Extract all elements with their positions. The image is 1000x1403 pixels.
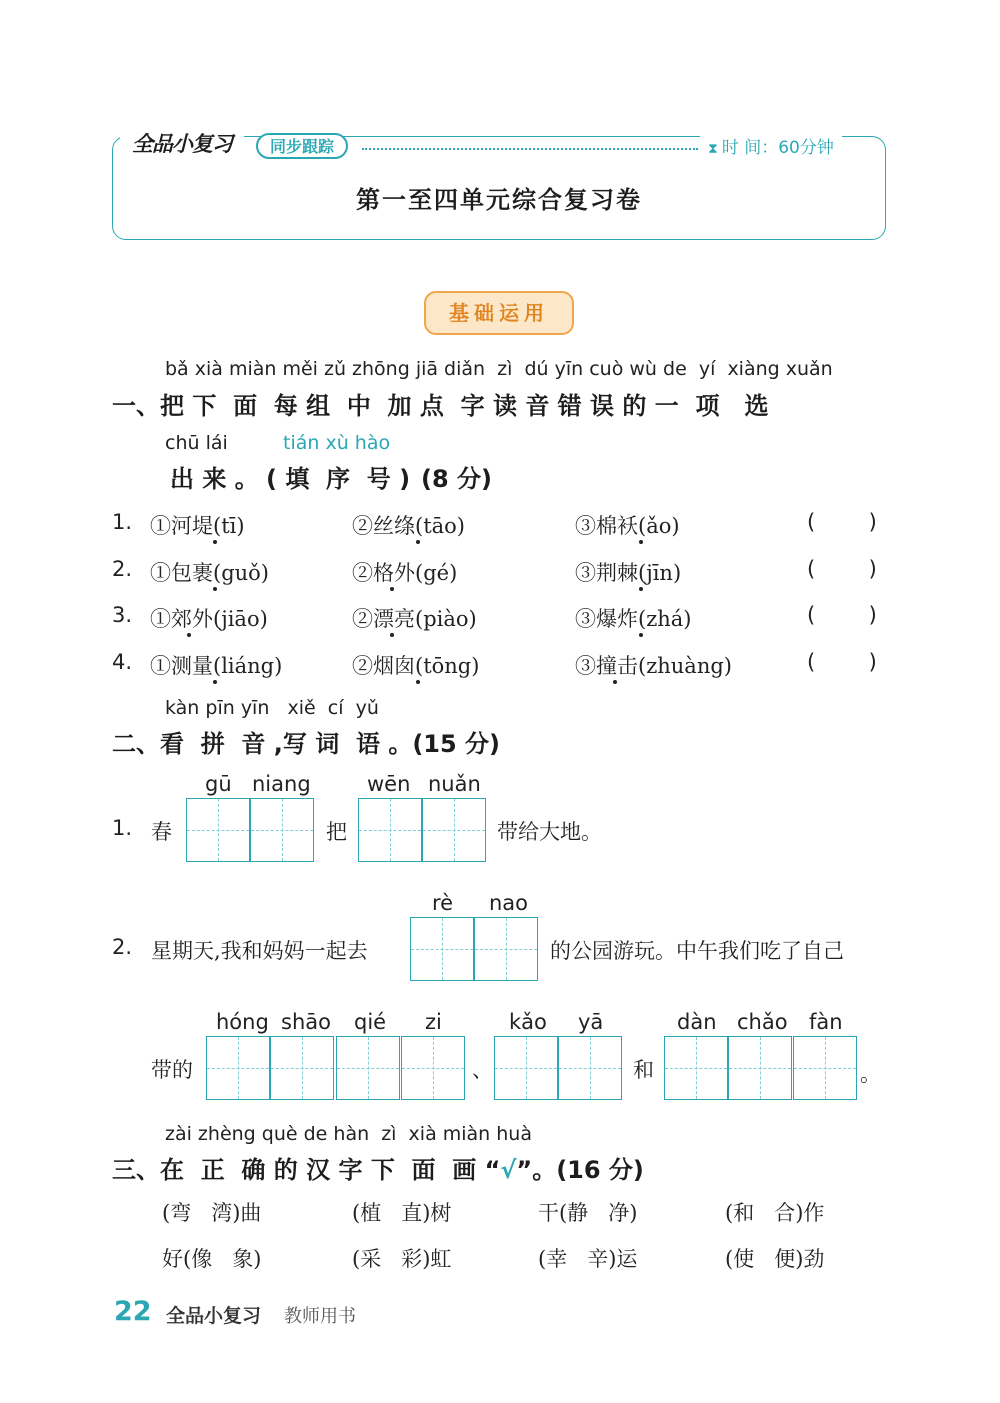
emphasis-dot	[390, 633, 394, 637]
q2-s2-pinyin-c2: chǎo	[737, 1010, 788, 1034]
sync-tag: 同步跟踪	[256, 133, 348, 159]
q2-s2-c4: 和	[633, 1058, 654, 1082]
q1-row2-a: ①包裹(guǒ)	[150, 561, 269, 585]
q3-row2-item1[interactable]: 好(像 象)	[162, 1247, 262, 1271]
q2-text: 二、看 拼 音 ,写 词 语 。(15 分)	[112, 730, 501, 758]
emphasis-dot	[213, 587, 217, 591]
check-mark-icon: √	[500, 1156, 517, 1184]
q2-s2-pinyin-1a: rè	[432, 891, 454, 915]
q2-s2-pinyin-a2: shāo	[281, 1010, 331, 1034]
q1-text-line1: 一、把 下 面 每 组 中 加 点 字 读 音 错 误 的 一 项 选	[112, 392, 769, 420]
writing-box[interactable]	[206, 1036, 270, 1100]
q2-s2-pinyin-b2: yā	[578, 1010, 604, 1034]
q1-pinyin-line1: bǎ xià miàn měi zǔ zhōng jiā diǎn zì dú yīn cuò wù de yí xiàng xuǎn	[165, 358, 833, 380]
writing-box[interactable]	[728, 1036, 792, 1100]
q1-row3-c: ③爆炸(zhá)	[575, 607, 692, 631]
writing-box[interactable]	[358, 798, 422, 862]
q2-s2-num: 2.	[112, 935, 133, 959]
q2-s1-c1: 春	[151, 820, 172, 844]
q3-text: 三、在 正 确 的 汉 字 下 面 画 “√”。(16 分)	[112, 1156, 644, 1184]
emphasis-dot	[613, 680, 617, 684]
q2-s1-c3: 带给大地。	[497, 820, 602, 844]
q1-row1-a: ①河堤(tī)	[150, 514, 245, 538]
emphasis-dot	[213, 540, 217, 544]
q1-row4-b: ②烟囱(tōng)	[352, 654, 480, 678]
q3-row2-item2[interactable]: (采 彩)虹	[352, 1247, 452, 1271]
q1-text-line2: 出 来 。	[170, 465, 259, 493]
q1-row2-b: ②格外(gé)	[352, 561, 458, 585]
writing-box[interactable]	[793, 1036, 857, 1100]
page-number: 22	[114, 1296, 152, 1327]
q2-s2-end: 。	[860, 1062, 881, 1086]
q2-s1-pinyin-2b: nuǎn	[428, 772, 481, 796]
q1-row4-c: ③撞击(zhuàng)	[575, 654, 732, 678]
q1-row1-answer[interactable]: ( )	[807, 510, 877, 534]
q1-row2-c: ③荆棘(jīn)	[575, 561, 682, 585]
q2-s2-pinyin-c3: fàn	[809, 1010, 843, 1034]
header-dotted-line	[362, 148, 698, 150]
q2-s2-c3: 带的	[151, 1058, 193, 1082]
emphasis-dot	[390, 587, 394, 591]
q3-pinyin: zài zhèng què de hàn zì xià miàn huà	[165, 1123, 532, 1145]
emphasis-dot	[639, 540, 643, 544]
emphasis-dot	[416, 540, 420, 544]
q1-pinyin-line2-teal: tián xù hào	[283, 432, 391, 454]
writing-box[interactable]	[422, 798, 486, 862]
q3-row1-item1[interactable]: (弯 湾)曲	[162, 1201, 262, 1225]
q1-row3-answer[interactable]: ( )	[807, 603, 877, 627]
q3-row2-item4[interactable]: (使 便)劲	[725, 1247, 825, 1271]
emphasis-dot	[639, 587, 643, 591]
brand-logo: 全品小复习	[120, 127, 244, 161]
writing-box[interactable]	[664, 1036, 728, 1100]
q1-row4-answer[interactable]: ( )	[807, 650, 877, 674]
q2-s2-c1: 星期天,我和妈妈一起去	[151, 939, 368, 963]
q2-s1-pinyin-1b: niang	[252, 772, 311, 796]
q1-row3-num: 3.	[112, 603, 133, 627]
q3-row1-item4[interactable]: (和 合)作	[725, 1201, 825, 1225]
q1-fill-number: ( 填 序 号 )	[266, 465, 411, 493]
q1-score: (8 分)	[421, 465, 492, 493]
q1-row4-a: ①测量(liáng)	[150, 654, 283, 678]
q2-s2-c2: 的公园游玩。中午我们吃了自己	[550, 939, 844, 963]
section-banner: 基础运用	[424, 291, 574, 335]
writing-box[interactable]	[336, 1036, 400, 1100]
footer-subtitle: 教师用书	[284, 1306, 356, 1327]
q1-row3-a: ①郊外(jiāo)	[150, 607, 268, 631]
writing-box[interactable]	[558, 1036, 622, 1100]
page-title: 第一至四单元综合复习卷	[356, 185, 642, 214]
writing-box[interactable]	[401, 1036, 465, 1100]
q1-row1-b: ②丝绦(tāo)	[352, 514, 465, 538]
q1-row1-c: ③棉袄(ǎo)	[575, 514, 680, 538]
q1-row1-num: 1.	[112, 510, 133, 534]
q1-row2-answer[interactable]: ( )	[807, 557, 877, 581]
q2-s1-pinyin-1a: gū	[205, 772, 232, 796]
writing-box[interactable]	[250, 798, 314, 862]
hourglass-icon: ⧗	[708, 141, 718, 157]
footer-brand: 全品小复习	[166, 1305, 262, 1327]
q3-row1-item2[interactable]: (植 直)树	[352, 1201, 452, 1225]
writing-box[interactable]	[410, 917, 474, 981]
q1-row3-b: ②漂亮(piào)	[352, 607, 477, 631]
emphasis-dot	[213, 680, 217, 684]
emphasis-dot	[187, 633, 191, 637]
q2-s2-pinyin-c1: dàn	[677, 1010, 717, 1034]
q2-s1-c2: 把	[326, 820, 347, 844]
q3-row1-item3[interactable]: 干(静 净)	[538, 1201, 638, 1225]
q1-row4-num: 4.	[112, 650, 133, 674]
writing-box[interactable]	[270, 1036, 334, 1100]
time-label: ⧗ 时 间：60分钟	[700, 134, 842, 162]
q2-s2-pinyin-b1: kǎo	[509, 1010, 547, 1034]
q3-row2-item3[interactable]: (幸 辛)运	[538, 1247, 638, 1271]
q1-pinyin-line2: chū lái	[165, 432, 228, 454]
writing-box[interactable]	[186, 798, 250, 862]
q1-row2-num: 2.	[112, 557, 133, 581]
q2-s2-pinyin-1b: nao	[489, 891, 529, 915]
q2-s2-pinyin-a1: hóng	[216, 1010, 269, 1034]
emphasis-dot	[416, 680, 420, 684]
writing-box[interactable]	[494, 1036, 558, 1100]
q2-s2-pinyin-a4: zi	[425, 1010, 442, 1034]
writing-box[interactable]	[474, 917, 538, 981]
emphasis-dot	[639, 633, 643, 637]
q2-s2-pinyin-a3: qié	[354, 1010, 387, 1034]
q2-s2-sep: 、	[472, 1058, 493, 1082]
q2-pinyin: kàn pīn yīn xiě cí yǔ	[165, 697, 379, 719]
q2-s1-num: 1.	[112, 816, 133, 840]
q2-s1-pinyin-2a: wēn	[367, 772, 411, 796]
